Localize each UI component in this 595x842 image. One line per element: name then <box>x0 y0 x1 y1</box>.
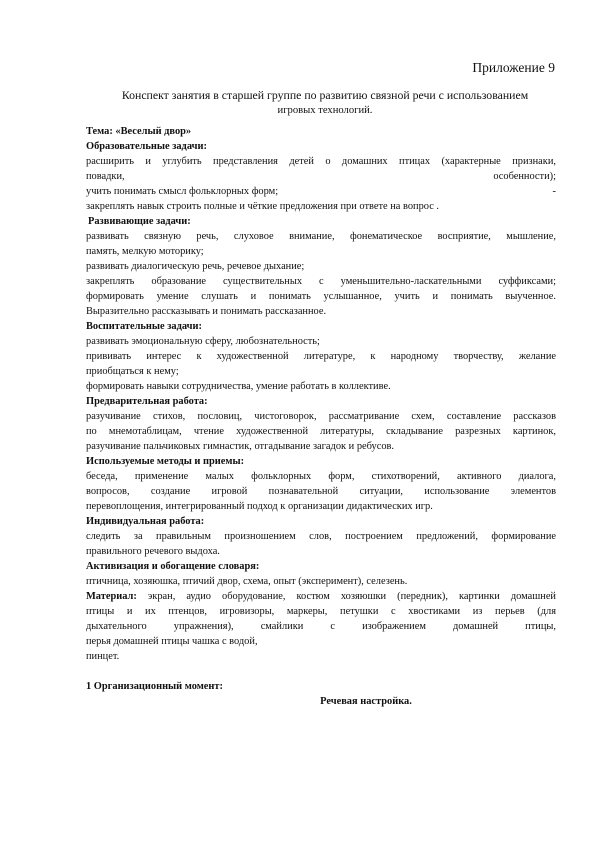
educational-line: особенности); <box>493 171 556 182</box>
developmental-line: развивать диалогическую речь, речевое дыхание; <box>86 261 305 272</box>
document-body <box>86 124 556 709</box>
upbringing-line: приобщаться к нему; <box>86 366 179 377</box>
developmental-line: Выразительно рассказывать и понимать рассказанное. <box>86 306 327 317</box>
title-line-2: игровых технологий. <box>277 105 373 116</box>
methods-line: перевоплощения, интегрированный подход к организации дидактических игр. <box>86 501 433 512</box>
upbringing-line: развивать эмоциональную сферу, любознательность; <box>86 336 320 347</box>
individual-line: следить за правильным произношением слов, построением предложений, формирование <box>86 531 556 542</box>
materials-line: дыхательного упражнения), смайлики с изображением домашней птицы, <box>86 621 556 632</box>
methods-heading: Используемые методы и приемы: <box>86 456 245 467</box>
materials-label: Материал: <box>86 591 137 602</box>
individual-line: правильного речевого выдоха. <box>86 546 220 557</box>
educational-line-row <box>86 184 556 199</box>
section-1-heading: 1 Организационный момент: <box>86 681 223 692</box>
upbringing-line: формировать навыки сотрудничества, умение работать в коллективе. <box>86 381 391 392</box>
appendix-label: Приложение 9 <box>472 60 555 75</box>
upbringing-line: прививать интерес к художественной литературе, к народному творчеству, желание <box>86 351 556 362</box>
developmental-heading: Развивающие задачи: <box>88 216 191 227</box>
developmental-line: закреплять образование существительных с уменьшительно-ласкательными суффиксами; <box>86 276 556 287</box>
individual-heading: Индивидуальная работа: <box>86 516 205 527</box>
educational-line: повадки, <box>86 171 125 182</box>
materials-text: экран, аудио оборудование, костюм хозяюшки (передник), картинки домашней <box>136 591 556 602</box>
materials-line <box>86 589 556 604</box>
upbringing-heading: Воспитательные задачи: <box>86 321 202 332</box>
developmental-line: формировать умение слушать и понимать услышанное, учить и понимать выученное. <box>86 291 556 302</box>
methods-line: вопросов, создание игровой познавательной ситуации, использование элементов <box>86 486 556 497</box>
vocabulary-heading: Активизация и обогащение словаря: <box>86 561 260 572</box>
educational-dash: - <box>552 186 556 197</box>
methods-line: беседа, применение малых фольклорных форм, стихотворений, активного диалога, <box>86 471 556 482</box>
topic-heading: Тема: «Веселый двор» <box>86 126 192 137</box>
materials-line: перья домашней птицы чашка с водой, <box>86 636 258 647</box>
educational-line: расширить и углубить представления детей о домашних птицах (характерные признаки, <box>86 156 556 167</box>
educational-line: учить понимать смысл фольклорных форм; <box>86 186 279 197</box>
preliminary-line: по мнемотаблицам, чтение художественной литературы, складывание разрезных картинок, <box>86 426 556 437</box>
developmental-line: развивать связную речь, слуховое внимание, фонематическое восприятие, мышление, <box>86 231 556 242</box>
vocabulary-line: птичница, хозяюшка, птичий двор, схема, опыт (эксперимент), селезень. <box>86 576 408 587</box>
document-title <box>85 87 565 119</box>
educational-line-row <box>86 169 556 184</box>
preliminary-heading: Предварительная работа: <box>86 396 208 407</box>
developmental-line: память, мелкую моторику; <box>86 246 204 257</box>
preliminary-line: разучивание пальчиковых гимнастик, отгадывание загадок и ребусов. <box>86 441 395 452</box>
title-line-1: Конспект занятия в старшей группе по развитию связной речи с использованием <box>121 88 529 102</box>
materials-line: птицы и их птенцов, игровизоры, маркеры, петушки с хвостиками из перьев (для <box>86 606 556 617</box>
educational-heading: Образовательные задачи: <box>86 141 207 152</box>
materials-line: пинцет. <box>86 651 120 662</box>
preliminary-line: разучивание стихов, пословиц, чистоговорок, рассматривание схем, составление рассказов <box>86 411 556 422</box>
speech-setup-heading: Речевая настройка. <box>320 696 412 707</box>
spacer <box>86 664 556 679</box>
educational-line: закреплять навык строить полные и чёткие предложения при ответе на вопрос . <box>86 201 440 212</box>
